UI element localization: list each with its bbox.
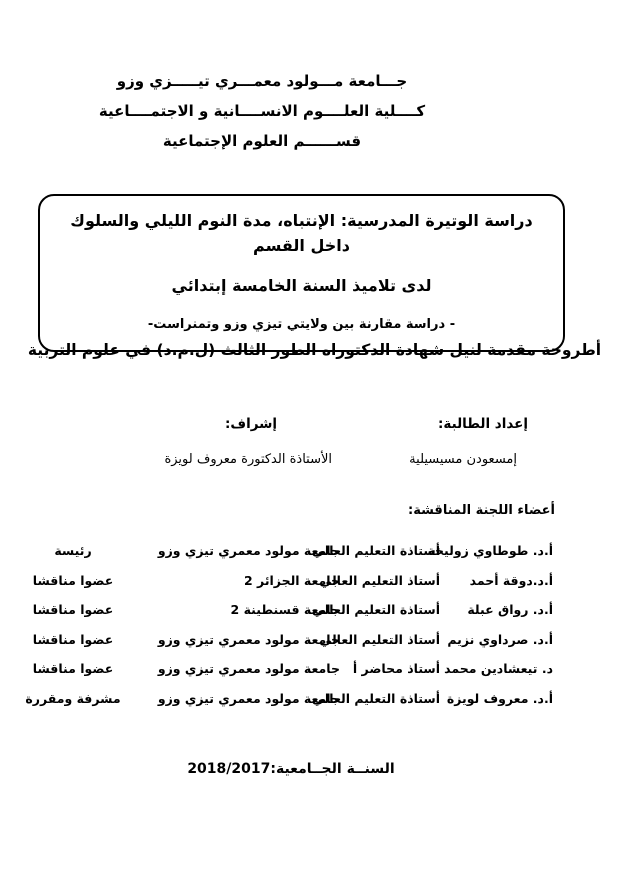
committee-member-role: عضوا مناقشا (32, 573, 114, 588)
department-name: قســــــم العلوم الإجتماعية (162, 132, 362, 150)
committee-member-university: جامعة مولود معمري تيزي وزو (157, 543, 340, 558)
committee-member-name: أ.د.دوقة أحمد (469, 573, 553, 588)
committee-member-name: أ.د. صرداوي نزيم (447, 632, 553, 647)
supervisor-name: الأستاذة الدكتورة معروف لويزة (164, 452, 332, 467)
thesis-subtitle: - دراسة مقارنة بين ولايتي تيزي وزو وتمنراست- (147, 317, 456, 332)
committee-member-role: رئيسة (54, 543, 92, 558)
committee-member-role: عضوا مناقشا (32, 661, 114, 676)
committee-member-name: أ.د. طوطاوي زوليخة (427, 543, 553, 558)
committee-member-degree: أستاذ التعليم العالي (319, 632, 440, 647)
faculty-name: كــــلية العلــــوم الانســــانية و الاجتمــــاعية (98, 102, 426, 120)
committee-member-name: أ.د. معروف لويزة (446, 691, 553, 706)
committee-member-degree: أستاذة التعليم العالي (311, 543, 440, 558)
committee-member-role: مشرفة ومقررة (25, 691, 121, 706)
degree-statement: أطروحة مقدمة لنيل شهادة الدكتوراه الطور الثالث (ل.م.د) في علوم التربية (27, 341, 602, 359)
thesis-title-box (38, 194, 565, 352)
committee-member-university: جامعة الجزائر 2 (243, 573, 340, 588)
committee-member-name: أ.د. رواق عبلة (467, 602, 553, 617)
committee-member-role: عضوا مناقشا (32, 632, 114, 647)
student-label: إعداد الطالبة: (438, 416, 528, 432)
committee-member-university: جامعة قسنطينة 2 (230, 602, 340, 617)
committee-heading: أعضاء اللجنة المناقشة: (408, 503, 555, 518)
academic-year: السنــة الجــامعية:2018/2017 (187, 761, 395, 777)
university-name: جـــامعة مـــولود معمـــري تيـــــزي وزو (116, 72, 408, 90)
university-header (0, 66, 524, 156)
committee-member-university: جامعة مولود معمري تيزي وزو (157, 632, 340, 647)
committee-member-degree: أستاذ محاضر أ (352, 661, 440, 676)
student-name: إمسعودن مسيسيلية (409, 452, 517, 467)
committee-member-degree: أستاذة التعليم العالي (311, 602, 440, 617)
thesis-title-line-2: لدى تلاميذ السنة الخامسة إبتدائي (171, 276, 432, 295)
committee-member-university: جامعة مولود معمري تيزي وزو (157, 691, 340, 706)
committee-member-university: جامعة مولود معمري تيزي وزو (157, 661, 340, 676)
committee-member-role: عضوا مناقشا (32, 602, 114, 617)
thesis-title-line-1: دراسة الوتيرة المدرسية: الإنتباه، مدة النوم الليلي والسلوك داخل القسم (70, 211, 533, 255)
committee-member-degree: أستاذ التعليم العالي (319, 573, 440, 588)
committee-member-degree: أستاذة التعليم العالي (311, 691, 440, 706)
supervisor-label: إشراف: (224, 416, 277, 432)
committee-member-name: د. تيعشادين محمد (444, 661, 553, 676)
